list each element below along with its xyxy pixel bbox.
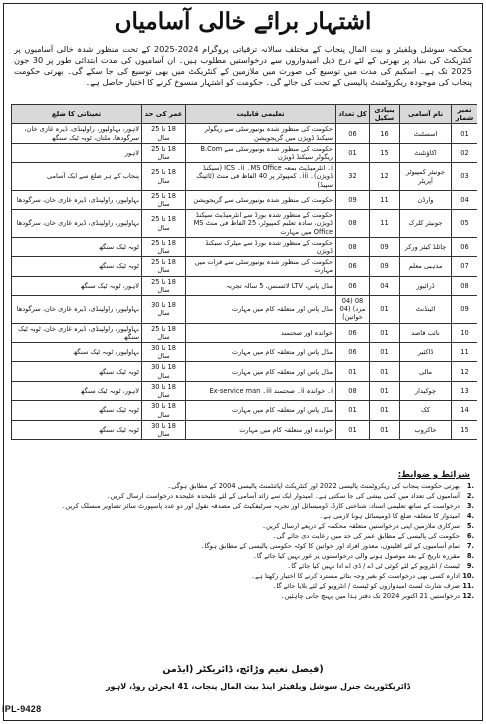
cell-qualification: خواندہ اور متعلقہ کام میں مہارت: [186, 420, 336, 439]
table-row: [12, 420, 478, 439]
cell-total-count: 01: [336, 362, 370, 381]
cell-basic-scale: 11: [370, 210, 400, 238]
office-address: ڈائریکٹوریٹ جنرل سوشل ویلفیئر اینڈ بیت المال پنجاب، 41 ایجرٹن روڈ، لاہور: [105, 682, 411, 691]
condition-number: 12.: [462, 592, 474, 600]
table-row: [12, 210, 478, 238]
condition-item: [14, 482, 474, 490]
condition-item: [14, 572, 474, 580]
cell-age-limit: 18 تا 30 سال: [142, 296, 186, 324]
cell-total-count: 09: [336, 190, 370, 209]
condition-text: سرکاری ملازمین اپنی درخواستیں متعلقہ محکمہ کے ذریعے ارسال کریں۔: [262, 522, 460, 530]
cell-serial-no: 02: [452, 143, 478, 162]
cell-basic-scale: 01: [370, 381, 400, 400]
header-basic-scale: بنیادی سکیل: [370, 105, 400, 124]
cell-age-limit: 18 تا 30 سال: [142, 343, 186, 362]
cell-age-limit: 18 تا 25 سال: [142, 323, 186, 342]
condition-text: تمام آسامیوں کے لئے اقلیتوں، معذور افراد اور خواتین کا کوٹہ حکومتی پالیسی کے مطابق ہوگا۔: [200, 542, 460, 550]
header-post-name: نام آسامی: [400, 105, 452, 124]
cell-total-count: 01: [336, 420, 370, 439]
cell-qualification: مڈل پاس اور متعلقہ کام میں مہارت: [186, 343, 336, 362]
cell-basic-scale: 09: [370, 257, 400, 276]
cell-post-name: چوکیدار: [400, 381, 452, 400]
cell-age-limit: 18 تا 25 سال: [142, 124, 186, 143]
cell-qualification: حکومت کی منظور شدہ یونیورسٹی سے ریگولر سیکنڈ ڈویژن میں گریجویشن: [186, 124, 336, 143]
condition-item: [14, 562, 474, 570]
condition-text: مقررہ تاریخ کے بعد موصول ہونے والی درخواستوں پر غور نہیں کیا جائے گا۔: [253, 552, 460, 560]
condition-number: 3.: [466, 502, 474, 510]
cell-qualification: حکومت کی منظور شدہ یونیورسٹی سے قرات میں مہارت: [186, 257, 336, 276]
header-age-limit: عمر کی حد: [142, 105, 186, 124]
table-row: [12, 401, 478, 420]
condition-number: 8.: [466, 552, 474, 560]
table-header-row: [12, 105, 478, 124]
cell-qualification: مڈل پاس اور متعلقہ کام میں مہارت: [186, 296, 336, 324]
table-row: [12, 362, 478, 381]
cell-post-name: کک: [400, 401, 452, 420]
cell-basic-scale: 01: [370, 362, 400, 381]
cell-domicile: پنجاب کے ہر ضلع سے ایک آسامی: [12, 163, 142, 191]
cell-domicile: لاہور، ٹوبہ ٹیک سنگھ: [12, 381, 142, 400]
cell-serial-no: 11: [452, 343, 478, 362]
signer-name: (فیصل نعیم وڑائچ، ڈائریکٹر (ایڈمن: [162, 664, 324, 675]
cell-age-limit: 18 تا 25 سال: [142, 276, 186, 295]
cell-qualification: حکومت کے منظور شدہ بورڈ سے میٹرک سیکنڈ ڈویژن: [186, 237, 336, 256]
cell-domicile: بہاولپور، راولپنڈی، ڈیرہ غازی خان، سرگودھا: [12, 296, 142, 324]
cell-total-count: 06: [336, 257, 370, 276]
condition-item: [14, 512, 474, 520]
condition-text: صرف شارٹ لسٹ امیدواروں کو ٹیسٹ / انٹرویو کے لئے بلایا جائے گا۔: [272, 582, 460, 590]
table-row: [12, 257, 478, 276]
vacancies-table: [11, 104, 477, 440]
cell-basic-scale: 09: [370, 237, 400, 256]
condition-text: بھرتی حکومت پنجاب کی ریکروٹمنٹ پالیسی 2022 اور کنٹریکٹ اپائنٹمنٹ پالیسی 2004 کے مطابق ہوگی۔: [167, 482, 460, 490]
cell-qualification: حکومت کی منظور شدہ یونیورسٹی سے B.Com ریگولر سیکنڈ ڈویژن: [186, 143, 336, 162]
header-domicile: تعیناتی کا ضلع: [12, 105, 142, 124]
condition-text: آسامیوں کی تعداد میں کمی بیشی کی جا سکتی ہے۔ امیدوار ایک سے زائد آسامی کے لئے علیحدہ علیحدہ درخواست ارسال کریں۔: [106, 492, 460, 500]
table-row: [12, 381, 478, 400]
cell-qualification: مڈل پاس، LTV لائسنس، 5 سالہ تجربہ: [186, 276, 336, 295]
cell-post-name: چائلڈ کیئر ورکر: [400, 237, 452, 256]
cell-domicile: لاہور، بہاولپور، راولپنڈی، ڈیرہ غازی خان، سرگودھا، ملتان، ٹوبہ ٹیک سنگھ: [12, 124, 142, 143]
cell-total-count: 08: [336, 210, 370, 238]
cell-post-name: ڈاکئیر: [400, 343, 452, 362]
condition-text: امیدوار کا متعلقہ ضلع کا ڈومیسائل ہونا لازمی ہے۔: [319, 512, 460, 520]
condition-item: [14, 542, 474, 550]
cell-total-count: 06: [336, 343, 370, 362]
table-body: [12, 124, 478, 440]
condition-item: [14, 592, 474, 600]
condition-item: [14, 522, 474, 530]
cell-total-count: 08 (04 مرد) (04 خواتین): [336, 296, 370, 324]
cell-basic-scale: 01: [370, 323, 400, 342]
conditions-list: [14, 482, 474, 660]
cell-domicile: بہاولپور، راولپنڈی، ڈیرہ غازی خان، ٹوبہ ٹیک سنگھ: [12, 323, 142, 342]
cell-age-limit: 18 تا 30 سال: [142, 381, 186, 400]
cell-serial-no: 05: [452, 210, 478, 238]
cell-domicile: لاہور، ٹوبہ ٹیک سنگھ: [12, 276, 142, 295]
cell-post-name: وارڈن: [400, 190, 452, 209]
cell-post-name: اکاؤنٹنٹ: [400, 143, 452, 162]
cell-total-count: 06: [336, 124, 370, 143]
cell-post-name: مذہبی معلم: [400, 257, 452, 276]
condition-number: 10.: [462, 572, 474, 580]
condition-number: 11.: [462, 582, 474, 590]
table-row: [12, 124, 478, 143]
cell-basic-scale: 01: [370, 296, 400, 324]
cell-serial-no: 13: [452, 381, 478, 400]
cell-post-name: اسسٹنٹ: [400, 124, 452, 143]
table-row: [12, 143, 478, 162]
cell-age-limit: 18 تا 30 سال: [142, 362, 186, 381]
cell-domicile: بہاولپور، راولپنڈی، ڈیرہ غازی خان، سرگودھا: [12, 190, 142, 209]
condition-number: 6.: [466, 532, 474, 540]
cell-age-limit: 18 تا 25 سال: [142, 210, 186, 238]
condition-item: [14, 532, 474, 540]
cell-domicile: ٹوبہ ٹیک سنگھ: [12, 401, 142, 420]
cell-age-limit: 18 تا 30 سال: [142, 420, 186, 439]
cell-domicile: ٹوبہ ٹیک سنگھ: [12, 257, 142, 276]
header-total-count: کل تعداد: [336, 105, 370, 124]
condition-number: 5.: [466, 522, 474, 530]
cell-serial-no: 15: [452, 420, 478, 439]
cell-qualification: حکومت کی منظور شدہ یونیورسٹی سے گریجویشن: [186, 190, 336, 209]
cell-basic-scale: 11: [370, 190, 400, 209]
condition-text: حکومت کی پالیسی کے مطابق عمر کی حد میں رعایت دی جائے گی۔: [272, 532, 460, 540]
cell-domicile: بہاولپور، ٹوبہ ٹیک سنگھ: [12, 343, 142, 362]
table-row: [12, 296, 478, 324]
cell-basic-scale: 01: [370, 420, 400, 439]
cell-age-limit: 18 تا 25 سال: [142, 257, 186, 276]
table-row: [12, 276, 478, 295]
cell-qualification: حکومت کے منظور شدہ بورڈ سے انٹرمیڈیٹ سیکنڈ ڈویژن، سادہ تعلیم کمپیوٹر، 25 الفاظ فی منٹ MS Office میں مہارت: [186, 210, 336, 238]
cell-domicile: ٹوبہ ٹیک سنگھ: [12, 420, 142, 439]
condition-number: 7.: [466, 542, 474, 550]
cell-total-count: 06: [336, 323, 370, 342]
condition-item: [14, 502, 474, 510]
vacancies-table-wrapper: [11, 104, 477, 466]
cell-domicile: بہاولپور، راولپنڈی، ڈیرہ غازی خان، سرگودھا: [12, 210, 142, 238]
cell-domicile: لاہور: [12, 143, 142, 162]
table-row: [12, 343, 478, 362]
table-row: [12, 190, 478, 209]
condition-item: [14, 492, 474, 500]
cell-serial-no: 10: [452, 323, 478, 342]
cell-total-count: 01: [336, 143, 370, 162]
cell-total-count: 32: [336, 163, 370, 191]
table-row: [12, 237, 478, 256]
cell-basic-scale: 04: [370, 276, 400, 295]
cell-post-name: نائب قاصد: [400, 323, 452, 342]
cell-qualification: خواندہ اور صحتمند: [186, 323, 336, 342]
cell-domicile: ٹوبہ ٹیک سنگھ: [12, 237, 142, 256]
cell-serial-no: 01: [452, 124, 478, 143]
cell-total-count: 06: [336, 276, 370, 295]
condition-text: ادارہ کسی بھی درخواست کو بغیر وجہ بتائے مسترد کرنے کا اختیار رکھتا ہے۔: [251, 572, 460, 580]
cell-age-limit: 18 تا 25 سال: [142, 190, 186, 209]
cell-post-name: جونیئر کمپیوٹر آپریٹر: [400, 163, 452, 191]
condition-number: 1.: [466, 482, 474, 490]
condition-item: [14, 552, 474, 560]
page-title: اشتہار برائے خالی آسامیاں: [114, 8, 372, 35]
cell-qualification: i۔ خواندہ ii۔ صحتمند iii۔ Ex-service man: [186, 381, 336, 400]
condition-number: 2.: [466, 492, 474, 500]
advertisement-page: [3, 3, 483, 721]
cell-serial-no: 04: [452, 190, 478, 209]
cell-age-limit: 18 تا 25 سال: [142, 163, 186, 191]
cell-domicile: ٹوبہ ٹیک سنگھ: [12, 362, 142, 381]
cell-qualification: مڈل پاس اور متعلقہ کام میں مہارت: [186, 401, 336, 420]
header-serial-no: نمبر شمار: [452, 105, 478, 124]
cell-total-count: 08: [336, 381, 370, 400]
cell-age-limit: 18 تا 25 سال: [142, 237, 186, 256]
cell-serial-no: 09: [452, 296, 478, 324]
cell-basic-scale: 12: [370, 163, 400, 191]
conditions-heading: شرائط و ضوابط:: [397, 470, 470, 480]
intro-paragraph: محکمہ سوشل ویلفیئر و بیت المال پنجاب کے مختلف سالانہ ترقیاتی پروگرام 2024-2025 کے تحت منظور شدہ خالی آسامیوں پر کنٹریکٹ کی بنیاد پر بھرتی کے لئے درج ذیل امیدواروں سے درخواستیں مطلوب ہیں۔ ان آسامیوں کی مدت ابتدائی طور پر 30 جون 2025 تک ہے۔ اسکیم کی مدت میں توسیع کی صورت میں ملازمین کے کنٹریکٹ میں بھی توسیع کی جا سکے گی۔ بھرتی حکومت پنجاب کی موجودہ ریکروٹمنٹ پالیسی کے تحت کی جائے گی۔ حکومت کو اشتہار منسوخ کرنے کا اختیار حاصل ہے۔: [14, 44, 472, 87]
cell-post-name: جونیئر کلرک: [400, 210, 452, 238]
condition-text: درخواستیں 21 اکتوبر 2024 تک دفتر ہذا میں پہنچ جانی چاہئیں۔: [280, 592, 460, 600]
cell-qualification: مڈل پاس اور متعلقہ کام میں مہارت: [186, 362, 336, 381]
cell-age-limit: 18 تا 25 سال: [142, 143, 186, 162]
cell-basic-scale: 01: [370, 343, 400, 362]
condition-number: 9.: [466, 562, 474, 570]
cell-basic-scale: 16: [370, 124, 400, 143]
header-qualification: تعلیمی قابلیت: [186, 105, 336, 124]
table-row: [12, 323, 478, 342]
condition-number: 4.: [466, 512, 474, 520]
footer-code: IPL-9428: [2, 704, 42, 714]
cell-age-limit: 18 تا 30 سال: [142, 401, 186, 420]
cell-post-name: خاکروب: [400, 420, 452, 439]
cell-serial-no: 12: [452, 362, 478, 381]
condition-item: [14, 582, 474, 590]
condition-text: ٹیسٹ / انٹرویو کے لئے کوئی ٹی اے / ڈی اے ادا نہیں کیا جائے گا۔: [287, 562, 460, 570]
cell-serial-no: 08: [452, 276, 478, 295]
cell-serial-no: 14: [452, 401, 478, 420]
cell-post-name: اٹینڈنٹ: [400, 296, 452, 324]
condition-text: درخواست کے ساتھ تعلیمی اسناد، شناختی کارڈ، ڈومیسائل اور تجربہ سرٹیفکیٹ کی مصدقہ نقول اور دو عدد پاسپورٹ سائز تصاویر منسلک کریں۔: [61, 502, 460, 510]
cell-basic-scale: 01: [370, 401, 400, 420]
cell-serial-no: 03: [452, 163, 478, 191]
cell-qualification: i۔ انٹرمیڈیٹ بمعہ MS Office۔ ii۔ ICS (سیکنڈ ڈویژن)۔ iii۔ کمپیوٹر پر 40 الفاظ فی منٹ (ٹائپنگ سپیڈ): [186, 163, 336, 191]
cell-basic-scale: 15: [370, 143, 400, 162]
cell-total-count: 01: [336, 401, 370, 420]
cell-total-count: 08: [336, 237, 370, 256]
cell-post-name: ڈرائیور: [400, 276, 452, 295]
cell-serial-no: 06: [452, 237, 478, 256]
cell-post-name: مالی: [400, 362, 452, 381]
cell-serial-no: 07: [452, 257, 478, 276]
table-row: [12, 163, 478, 191]
